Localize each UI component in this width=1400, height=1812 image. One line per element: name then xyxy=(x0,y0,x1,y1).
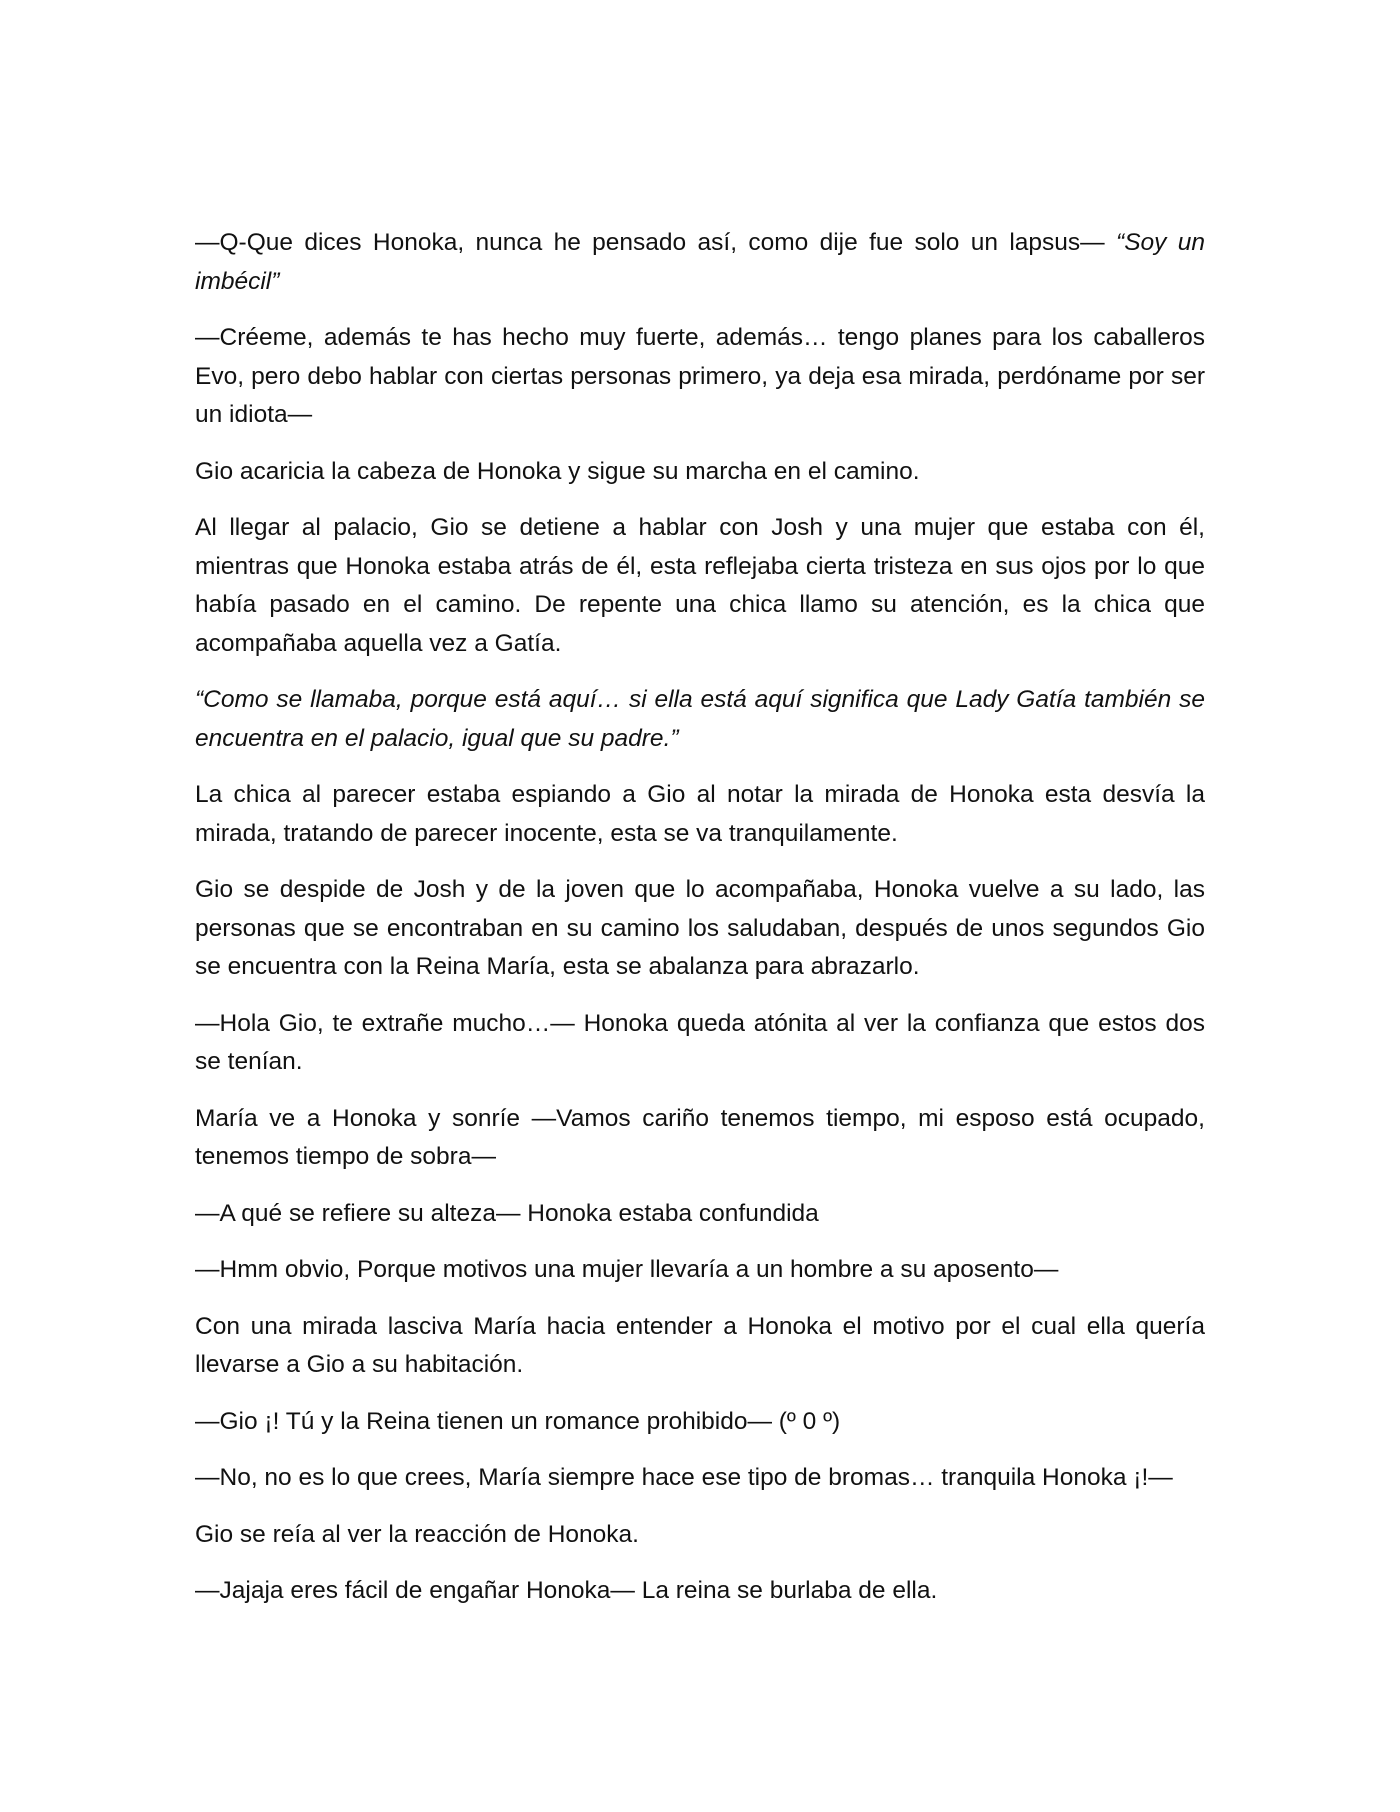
paragraph-16: —Jajaja eres fácil de engañar Honoka— La reina se burlaba de ella. xyxy=(195,1577,938,1604)
paragraph-9: María ve a Honoka y sonríe —Vamos cariño tenemos tiempo, mi esposo está ocupado, tenemos tiempo de sobra— xyxy=(195,1104,1205,1170)
paragraph-1-text: —Q-Que dices Honoka, nunca he pensado así, como dije fue solo un lapsus— xyxy=(195,229,1117,256)
paragraph-3: Gio acaricia la cabeza de Honoka y sigue su marcha en el camino. xyxy=(195,457,920,485)
document-page xyxy=(195,224,1205,1629)
paragraph-12: Con una mirada lasciva María hacia entender a Honoka el motivo por el cual ella quería llevarse a Gio a su habitación. xyxy=(195,1312,1205,1378)
paragraph-6: La chica al parecer estaba espiando a Gio al notar la mirada de Honoka esta desvía la mirada, tratando de parecer inocente, esta se va tranquilamente. xyxy=(195,781,1205,847)
paragraph-1-italic-quote: “Soy un imbécil” xyxy=(195,229,1205,295)
paragraph-1 xyxy=(195,224,1205,301)
paragraph-4: Al llegar al palacio, Gio se detiene a hablar con Josh y una mujer que estaba con él, mientras que Honoka estaba atrás de él, esta reflejaba cierta tristeza en sus ojos por lo que había pasado en el camino. De repente una chica llamo su atención, es la chica que acompañaba aquella vez a Gatía. xyxy=(195,514,1205,657)
paragraph-10: —A qué se refiere su alteza— Honoka estaba confundida xyxy=(195,1199,819,1227)
paragraph-2: —Créeme, además te has hecho muy fuerte, además… tengo planes para los caballeros Evo, pero debo hablar con ciertas personas primero, ya deja esa mirada, perdóname por ser un idiota— xyxy=(195,324,1205,428)
paragraph-15: Gio se reía al ver la reacción de Honoka. xyxy=(195,1520,639,1548)
paragraph-13: —Gio ¡! Tú y la Reina tienen un romance prohibido— (º 0 º) xyxy=(195,1407,841,1435)
paragraph-11: —Hmm obvio, Porque motivos una mujer llevaría a un hombre a su aposento— xyxy=(195,1256,1059,1283)
paragraph-7: Gio se despide de Josh y de la joven que lo acompañaba, Honoka vuelve a su lado, las personas que se encontraban en su camino los saludaban, después de unos segundos Gio se encuentra con la Reina María, esta se abalanza para abrazarlo. xyxy=(195,876,1205,980)
paragraph-5-italic-thought: “Como se llamaba, porque está aquí… si ella está aquí significa que Lady Gatía también se encuentra en el palacio, igual que su padre.” xyxy=(195,686,1205,752)
paragraph-14: —No, no es lo que crees, María siempre hace ese tipo de bromas… tranquila Honoka ¡!— xyxy=(195,1464,1173,1491)
paragraph-8: —Hola Gio, te extrañe mucho…— Honoka queda atónita al ver la confianza que estos dos se tenían. xyxy=(195,1009,1205,1075)
